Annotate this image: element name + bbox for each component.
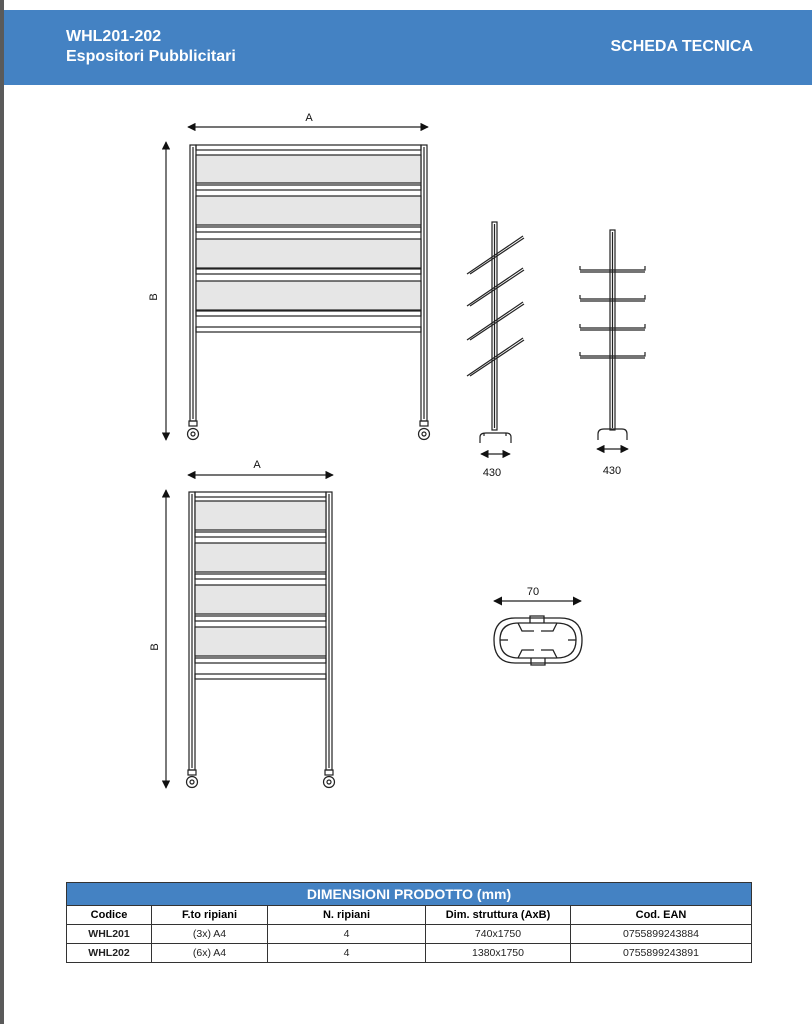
column-header: F.to ripiani xyxy=(152,906,268,925)
dimension-b-label: B xyxy=(148,293,160,301)
spec-table-header-row xyxy=(67,906,752,925)
cell-ean: 0755899243891 xyxy=(571,944,752,963)
cell-code: WHL202 xyxy=(67,944,152,963)
cell-shelf-count: 4 xyxy=(268,944,426,963)
wheel xyxy=(419,429,430,440)
base-width-label-2: 430 xyxy=(602,465,622,477)
document-type-label: SCHEDA TECNICA xyxy=(610,38,753,55)
side-view-angled xyxy=(467,222,524,454)
dimension-b-label-2: B xyxy=(149,643,161,651)
profile-width-label: 70 xyxy=(526,586,540,598)
front-view-wide xyxy=(166,127,430,440)
column-header: Cod. EAN xyxy=(571,906,752,925)
front-view-narrow xyxy=(166,475,335,788)
cell-shelf-format: (3x) A4 xyxy=(152,925,268,944)
dimension-a-label: A xyxy=(305,112,313,124)
side-view-flat xyxy=(580,230,645,449)
cell-code: WHL201 xyxy=(67,925,152,944)
cell-dimensions: 740x1750 xyxy=(426,925,571,944)
profile-section xyxy=(494,601,582,665)
dimension-a-label-2: A xyxy=(253,459,261,471)
shelf-panels xyxy=(196,155,421,332)
cell-shelf-format: (6x) A4 xyxy=(152,944,268,963)
shelf-panels-2 xyxy=(195,501,326,679)
column-header: Codice xyxy=(67,906,152,925)
table-row xyxy=(67,944,752,963)
cell-ean: 0755899243884 xyxy=(571,925,752,944)
cell-shelf-count: 4 xyxy=(268,925,426,944)
table-row xyxy=(67,925,752,944)
base-width-label-1: 430 xyxy=(482,467,502,479)
column-header: N. ripiani xyxy=(268,906,426,925)
product-subtitle: Espositori Pubblicitari xyxy=(66,48,236,65)
spec-table-title: DIMENSIONI PRODOTTO (mm) xyxy=(67,883,752,906)
cell-dimensions: 1380x1750 xyxy=(426,944,571,963)
spec-table xyxy=(66,882,752,963)
product-code-title: WHL201-202 xyxy=(66,28,162,45)
wheel xyxy=(188,429,199,440)
column-header: Dim. struttura (AxB) xyxy=(426,906,571,925)
